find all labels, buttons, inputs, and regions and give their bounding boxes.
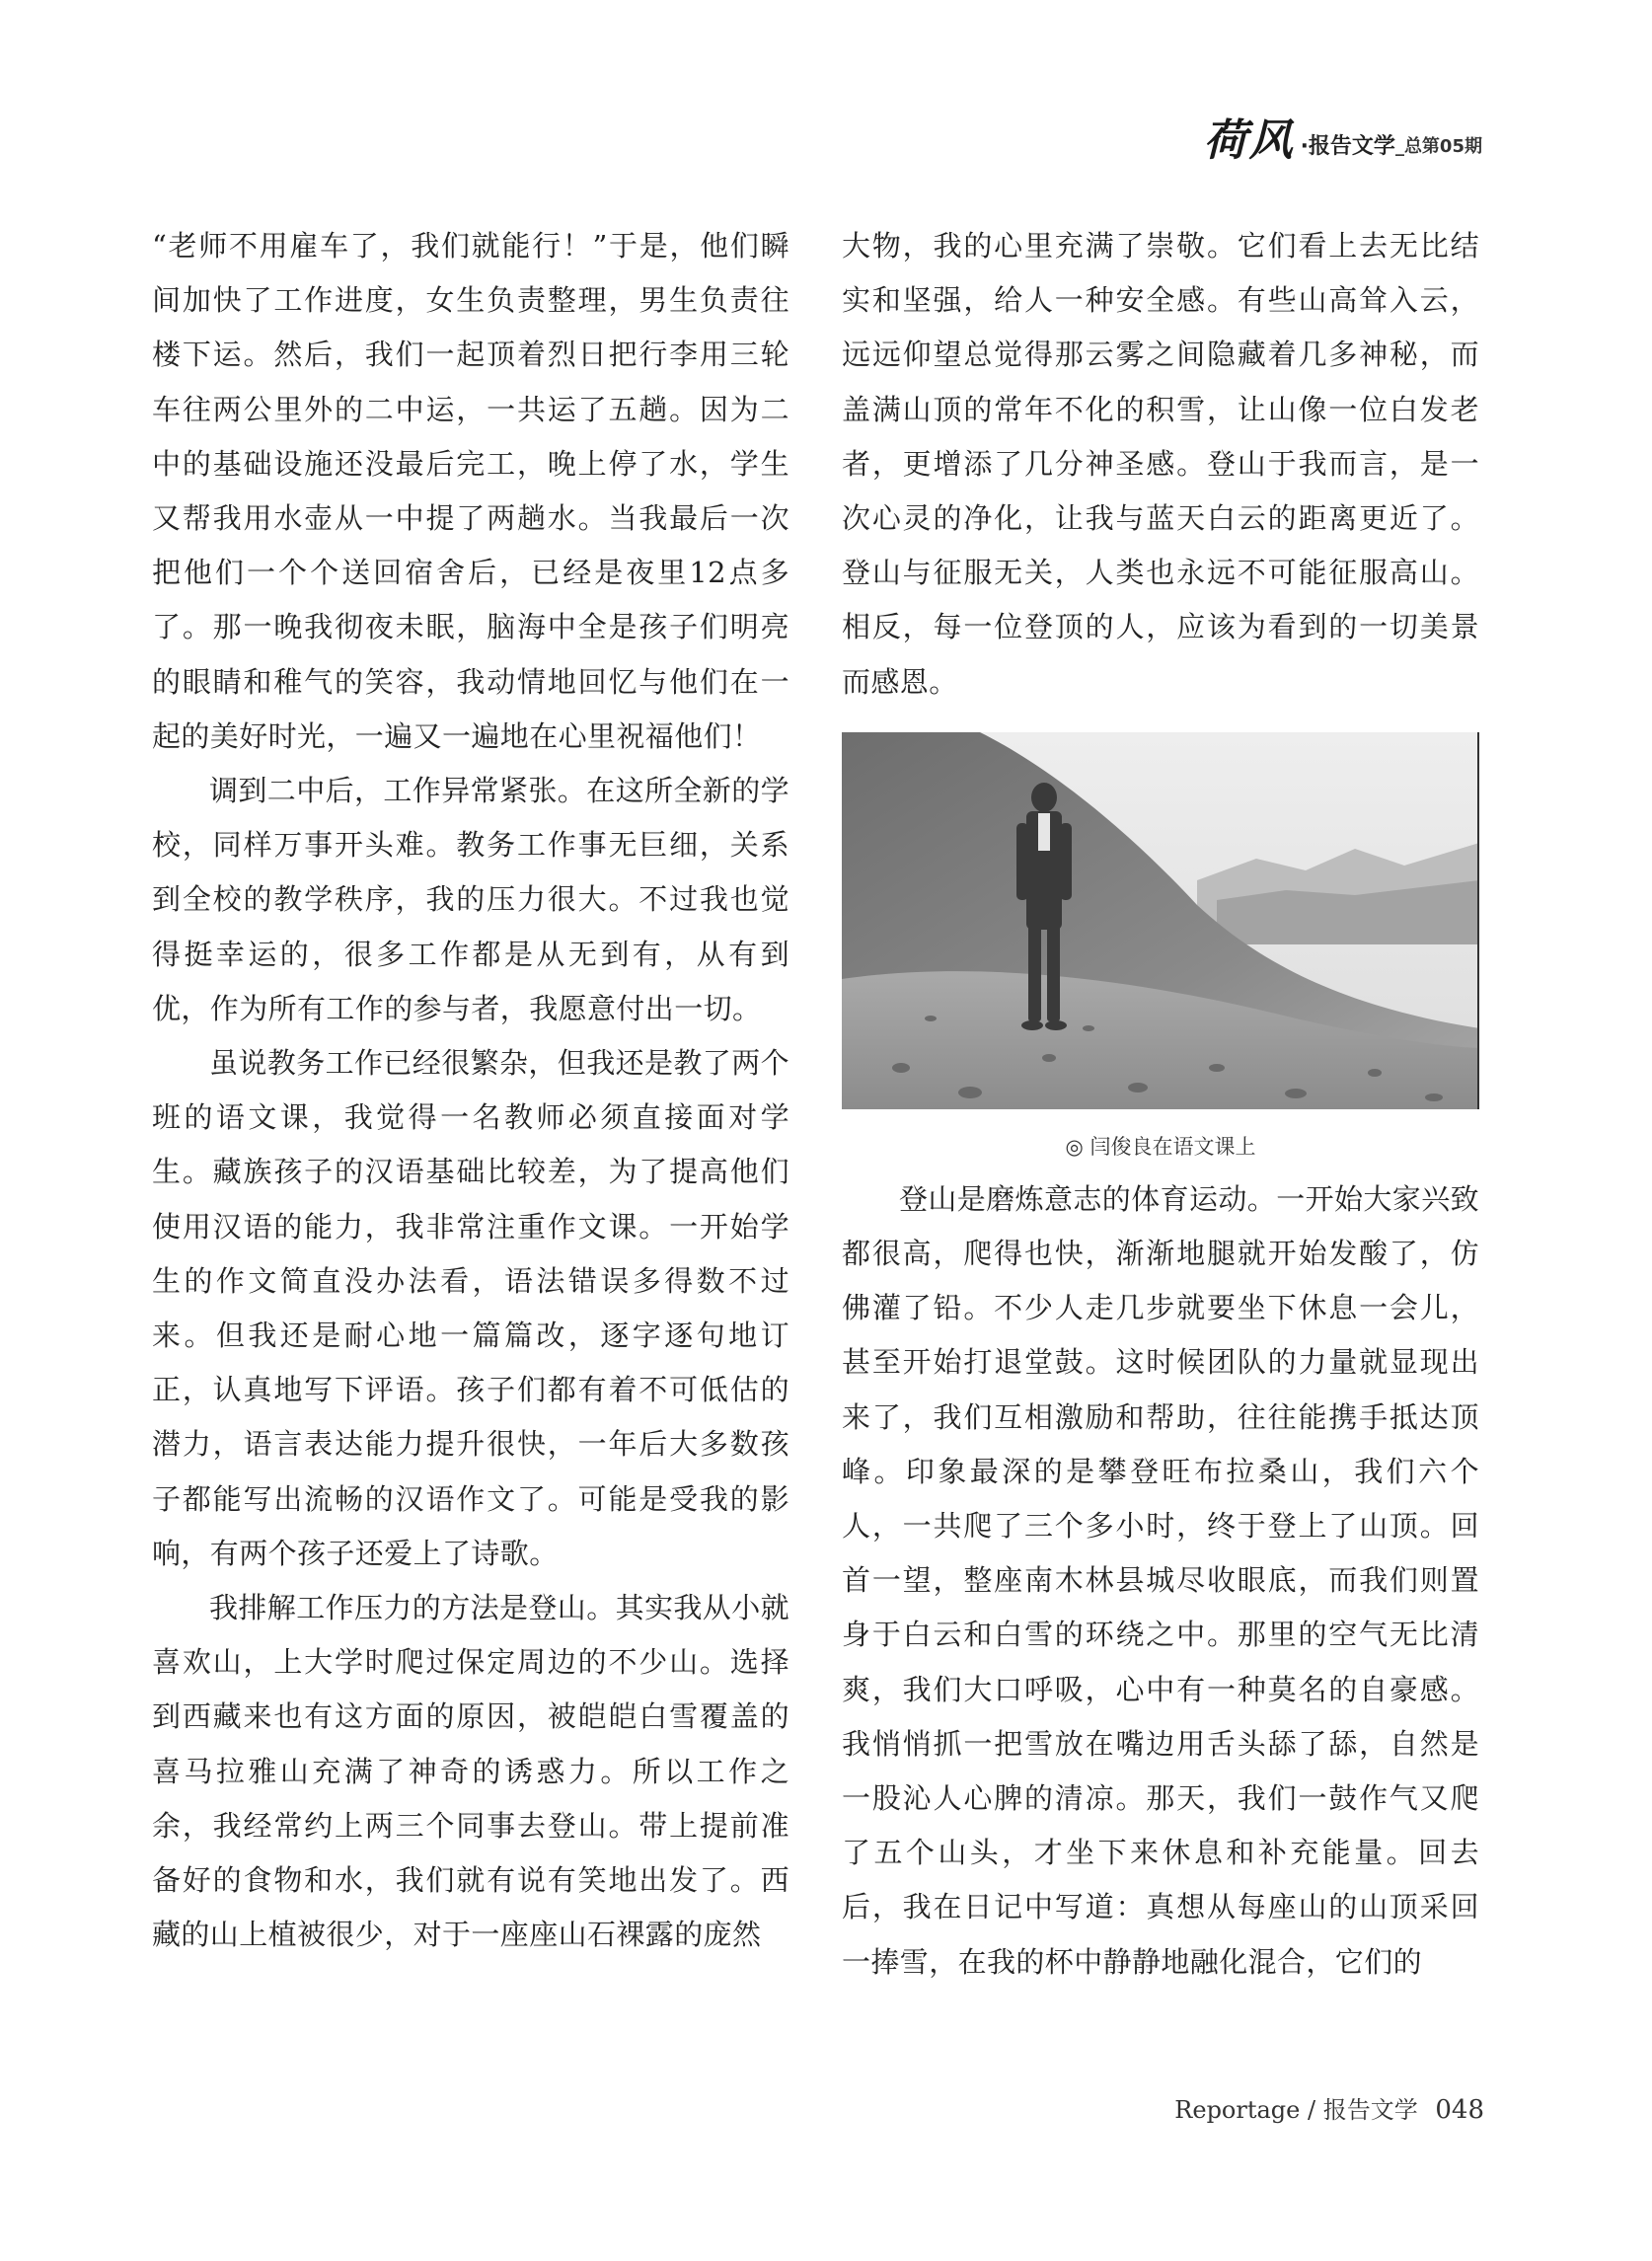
photo-caption: ◎ 闫俊良在语文课上 (1065, 1134, 1256, 1159)
paragraph: 调到二中后，工作异常紧张。在这所全新的学校，同样万事开头难。教务工作事无巨细，关系到全校的教学秩序，我的压力很大。不过我也觉得挺幸运的，很多工作都是从无到有，从有到优，作为所有工作的参与者，我愿意付出一切。 (152, 774, 790, 1025)
footer-label: Reportage / 报告文学 (1174, 2096, 1418, 2124)
page-header (1204, 116, 1482, 166)
paragraph: 登山是磨炼意志的体育运动。一开始大家兴致都很高，爬得也快，渐渐地腿就开始发酸了，仿佛灌了铅。不少人走几步就要坐下休息一会儿，甚至开始打退堂鼓。这时候团队的力量就显现出来了，我们互相激励和帮助，往往能携手抵达顶峰。印象最深的是攀登旺布拉桑山，我们六个人，一共爬了三个多小时，终于登上了山顶。回首一望，整座南木林县城尽收眼底，而我们则置身于白云和白雪的环绕之中。那里的空气无比清爽，我们大口呼吸，心中有一种莫名的自豪感。我悄悄抓一把雪放在嘴边用舌头舔了舔，自然是一股沁人心脾的清凉。那天，我们一鼓作气又爬了五个山头，才坐下来休息和补充能量。回去后，我在日记中写道：真想从每座山的山顶采回一捧雪，在我的杯中静静地融化混合，它们的 (842, 1181, 1480, 1979)
page-footer (1174, 2090, 1484, 2125)
page-number: 048 (1435, 2095, 1484, 2125)
right-column (842, 219, 1479, 1990)
photo-teacher-on-mountain (842, 732, 1479, 1109)
paragraph: “老师不用雇车了，我们就能行！”于是，他们瞬间加快了工作进度，女生负责整理，男生负责往楼下运。然后，我们一起顶着烈日把行李用三轮车往两公里外的二中运，一共运了五趟。因为二中的基础设施还没最后完工，晚上停了水，学生又帮我用水壶从一中提了两趟水。当我最后一次把他们一个个送回宿舍后，已经是夜里12点多了。那一晚我彻夜未眠，脑海中全是孩子们明亮的眼睛和稚气的笑容，我动情地回忆与他们在一起的美好时光，一遍又一遍地在心里祝福他们！ (152, 229, 789, 753)
paragraph: 虽说教务工作已经很繁杂，但我还是教了两个班的语文课，我觉得一名教师必须直接面对学生。藏族孩子的汉语基础比较差，为了提高他们使用汉语的能力，我非常注重作文课。一开始学生的作文简直没办法看，语法错误多得数不过来。但我还是耐心地一篇篇改，逐字逐句地订正，认真地写下评语。孩子们都有着不可低估的潜力，语言表达能力提升很快，一年后大多数孩子都能写出流畅的汉语作文了。可能是受我的影响，有两个孩子还爱上了诗歌。 (152, 1046, 790, 1570)
left-column (152, 219, 789, 1963)
paragraph: 大物，我的心里充满了崇敬。它们看上去无比结实和坚强，给人一种安全感。有些山高耸入云，远远仰望总觉得那云雾之间隐藏着几多神秘，而盖满山顶的常年不化的积雪，让山像一位白发老者，更增添了几分神圣感。登山于我而言，是一次心灵的净化，让我与蓝天白云的距离更近了。登山与征服无关，人类也永远不可能征服高山。相反，每一位登顶的人，应该为看到的一切美景而感恩。 (842, 229, 1479, 699)
paragraph: 我排解工作压力的方法是登山。其实我从小就喜欢山，上大学时爬过保定周边的不少山。选择到西藏来也有这方面的原因，被皑皑白雪覆盖的喜马拉雅山充满了神奇的诱惑力。所以工作之余，我经常约上两三个同事去登山。带上提前准备好的食物和水，我们就有说有笑地出发了。西藏的山上植被很少，对于一座座山石裸露的庞然 (152, 1591, 790, 1952)
issue-number: _总第05期 (1394, 136, 1482, 157)
magazine-logo: 荷风 (1203, 115, 1295, 166)
section-title: ·报告文学 (1300, 134, 1395, 159)
